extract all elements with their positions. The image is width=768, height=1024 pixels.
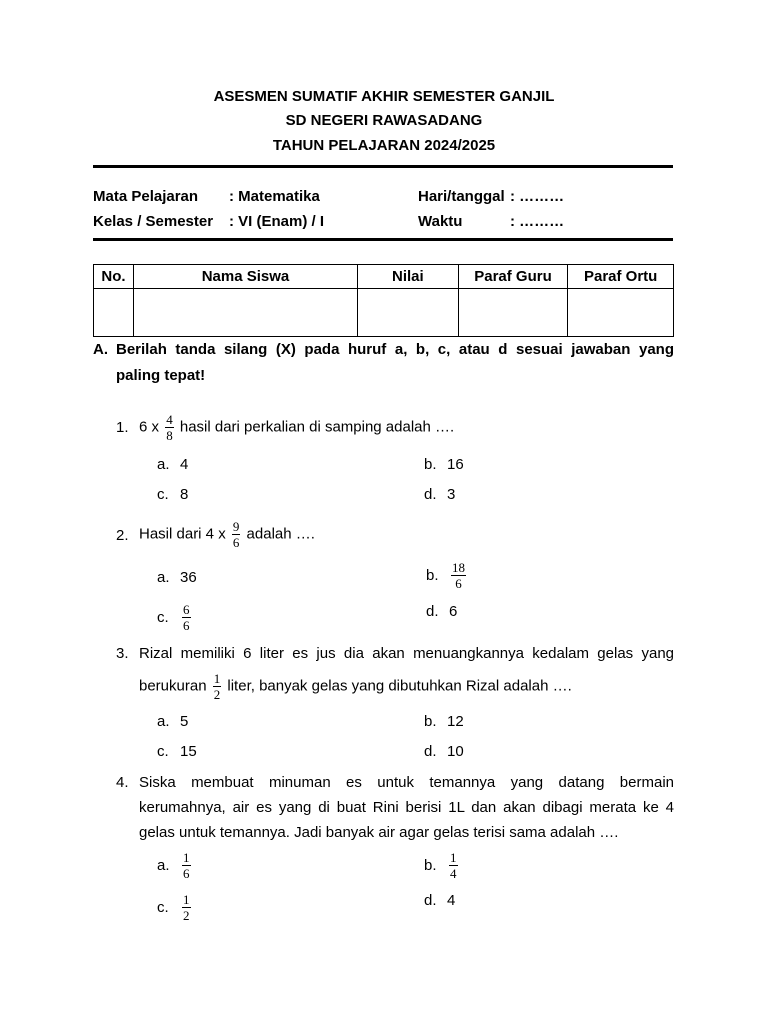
option-label: d. <box>424 892 437 909</box>
option-label: c. <box>157 486 169 503</box>
q2-option-d[interactable] <box>426 603 457 620</box>
option-value: 4 <box>180 456 189 473</box>
fraction-denominator: 6 <box>183 866 190 881</box>
fraction-denominator: 8 <box>166 428 173 443</box>
instruction-line-2: paling tepat! <box>116 367 206 384</box>
class-value: : VI (Enam) / I <box>229 213 325 230</box>
cell-no[interactable] <box>94 289 134 337</box>
col-score: Nilai <box>358 265 459 289</box>
q3-post: liter, banyak gelas yang dibutuhkan Rizal adalah …. <box>227 677 572 695</box>
fraction-denominator: 6 <box>455 576 462 591</box>
q3-option-d[interactable] <box>424 743 464 760</box>
option-value: 36 <box>180 569 197 586</box>
q1-option-b[interactable] <box>424 456 464 473</box>
option-label: c. <box>157 609 169 626</box>
option-label: a. <box>157 713 170 730</box>
option-label: d. <box>424 486 437 503</box>
option-label: c. <box>157 743 169 760</box>
instruction-line-1: Berilah tanda silang (X) pada huruf a, b, c, atau d sesuai jawaban yang <box>116 341 674 358</box>
q1-post: hasil dari perkalian di samping adalah …. <box>179 418 455 436</box>
time-value: : ……… <box>510 213 565 230</box>
cell-teacher-sign[interactable] <box>458 289 568 337</box>
q2-text <box>139 520 315 549</box>
school-name: SD NEGERI RAWASADANG <box>285 112 483 129</box>
subject-value: : Matematika <box>229 188 320 205</box>
q1-pre: 6 x <box>139 418 160 436</box>
col-parent-sign: Paraf Ortu <box>568 265 674 289</box>
option-value: 3 <box>447 486 456 503</box>
q1-option-c[interactable] <box>157 486 188 503</box>
option-label: a. <box>157 569 170 586</box>
q3-pre: berukuran <box>139 677 207 695</box>
day-label: Hari/tanggal <box>418 188 505 205</box>
cell-parent-sign[interactable] <box>568 289 674 337</box>
cell-score[interactable] <box>358 289 459 337</box>
col-teacher-sign: Paraf Guru <box>458 265 568 289</box>
q3-option-c[interactable] <box>157 743 197 760</box>
col-no: No. <box>94 265 134 289</box>
option-fraction <box>182 893 191 922</box>
q1-option-a[interactable] <box>157 456 188 473</box>
q3-fraction <box>213 672 222 701</box>
q2-option-c[interactable] <box>157 603 193 632</box>
header-divider-top <box>93 165 673 168</box>
option-label: a. <box>157 857 170 874</box>
fraction-numerator: 18 <box>452 560 465 575</box>
section-letter: A. <box>93 341 108 358</box>
fraction-numerator: 6 <box>183 602 190 617</box>
option-fraction <box>182 851 191 880</box>
option-value: 16 <box>447 456 464 473</box>
option-label: d. <box>426 603 439 620</box>
student-info-table <box>93 264 674 337</box>
header-divider-bottom <box>93 238 673 241</box>
q4-line-3: gelas untuk temannya. Jadi banyak air agar gelas terisi sama adalah …. <box>139 824 619 841</box>
q1-fraction <box>165 413 174 442</box>
fraction-numerator: 1 <box>450 850 457 865</box>
q4-line-2: kerumahnya, air es yang di buat Rini berisi 1L dan akan dibagi merata ke 4 <box>139 799 674 816</box>
q3-line-1: Rizal memiliki 6 liter es jus dia akan menuangkannya kedalam gelas yang <box>139 645 674 662</box>
q4-option-c[interactable] <box>157 893 193 922</box>
option-label: b. <box>424 456 437 473</box>
q3-option-a[interactable] <box>157 713 188 730</box>
option-label: b. <box>424 713 437 730</box>
fraction-denominator: 6 <box>232 535 240 550</box>
option-fraction <box>451 561 466 590</box>
fraction-denominator: 2 <box>213 687 221 702</box>
section-instruction <box>93 337 674 389</box>
q4-option-b[interactable] <box>424 851 460 880</box>
fraction-numerator: 1 <box>183 892 190 907</box>
time-label: Waktu <box>418 213 463 230</box>
q4-line-1: Siska membuat minuman es untuk temannya yang datang bermain <box>139 774 674 791</box>
q2-option-a[interactable] <box>157 569 197 586</box>
q2-pre: Hasil dari 4 x <box>139 525 226 543</box>
option-value: 8 <box>180 486 189 503</box>
q2-fraction <box>232 520 241 549</box>
option-value: 15 <box>180 743 197 760</box>
class-label: Kelas / Semester <box>93 213 214 230</box>
option-label: a. <box>157 456 170 473</box>
option-value: 4 <box>447 892 456 909</box>
q2-post: adalah …. <box>246 525 315 543</box>
q1-option-d[interactable] <box>424 486 455 503</box>
q1-text <box>139 413 454 442</box>
academic-year: TAHUN PELAJARAN 2024/2025 <box>272 137 496 154</box>
fraction-numerator: 1 <box>213 671 221 686</box>
option-label: b. <box>426 567 439 584</box>
option-fraction <box>449 851 458 880</box>
fraction-numerator: 1 <box>183 850 190 865</box>
option-value: 6 <box>449 603 458 620</box>
cell-student-name[interactable] <box>133 289 357 337</box>
fraction-numerator: 4 <box>166 412 173 427</box>
q2-option-b[interactable] <box>426 561 468 590</box>
fraction-denominator: 4 <box>450 866 457 881</box>
q3-line-2 <box>139 672 572 701</box>
option-label: c. <box>157 899 169 916</box>
table-header-row <box>94 265 674 289</box>
subject-label: Mata Pelajaran <box>93 188 199 205</box>
option-label: d. <box>424 743 437 760</box>
q4-number: 4. <box>116 774 129 791</box>
fraction-numerator: 9 <box>232 519 240 534</box>
q3-option-b[interactable] <box>424 713 464 730</box>
fraction-denominator: 2 <box>183 908 190 923</box>
day-value: : ……… <box>510 188 565 205</box>
q3-number: 3. <box>116 645 129 662</box>
option-value: 5 <box>180 713 189 730</box>
col-student-name: Nama Siswa <box>133 265 357 289</box>
q4-option-a[interactable] <box>157 851 193 880</box>
q2-number: 2. <box>116 527 129 544</box>
option-label: b. <box>424 857 437 874</box>
fraction-denominator: 6 <box>183 618 190 633</box>
option-value: 10 <box>447 743 464 760</box>
option-fraction <box>182 603 191 632</box>
exam-title: ASESMEN SUMATIF AKHIR SEMESTER GANJIL <box>213 88 555 105</box>
option-value: 12 <box>447 713 464 730</box>
q1-number: 1. <box>116 419 129 436</box>
table-row <box>94 289 674 337</box>
q4-option-d[interactable] <box>424 892 455 909</box>
